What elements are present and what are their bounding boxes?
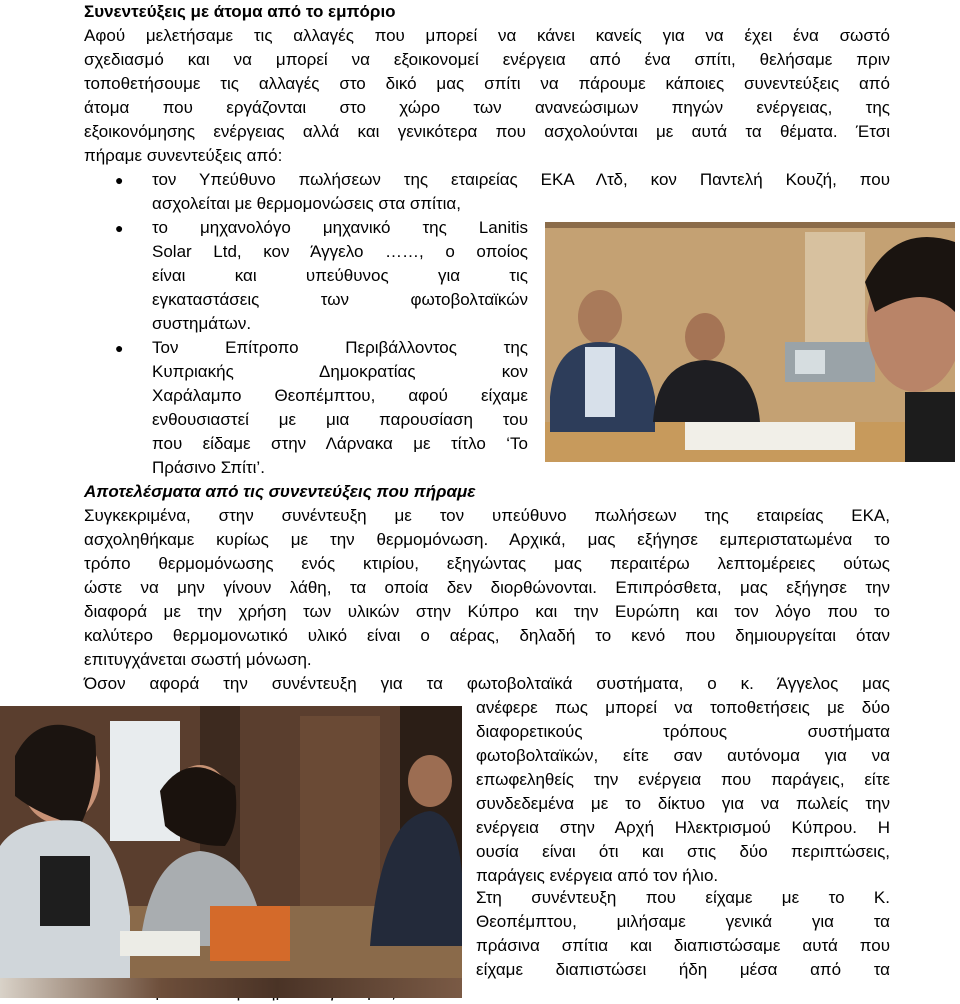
intro-line: πήραμε συνεντεύξεις από: xyxy=(84,146,283,165)
intro-line: Αφού μελετήσαμε τις αλλαγές που μπορεί να κάνει κανείς για να έχει ένα σωστό xyxy=(84,26,890,45)
section-title-results: Αποτελέσματα από τις συνεντεύξεις που πήραμε xyxy=(84,482,476,501)
body-line: διαφορά με την χρήση των υλικών στην Κύπρο και την Ευρώπη και τον λόγο που το xyxy=(84,602,890,621)
body-line: παράγεις ενέργεια από τον ήλιο. xyxy=(476,866,719,885)
bullet-text: Χαράλαμπο Θεοπέμπτου, αφού είχαμε xyxy=(152,386,528,405)
body-line: τρόπο θερμομόνωσης ενός κτιρίου, εξηγώντας μας περαιτέρω λεπτομέρειες ούτως xyxy=(84,554,890,573)
intro-line: εξοικονόμησης ενέργειας αλλά και γενικότερα που ασχολούνται με αυτά τα θέματα. Έτσι xyxy=(84,122,890,141)
bullet-icon: ● xyxy=(115,220,124,236)
body-line: συνδεδεμένα με το δίκτυο για να πωλείς την xyxy=(476,794,890,813)
section-title-interviews: Συνεντεύξεις με άτομα από το εμπόριο xyxy=(84,2,396,21)
bullet-text: είναι και υπεύθυνος για τις xyxy=(152,266,528,285)
bullet-text: ασχολείται με θερμομονώσεις στα σπίτια, xyxy=(152,194,461,213)
body-line: Θεοπέμπτου, μιλήσαμε γενικά για τα xyxy=(476,912,890,931)
body-line: Όσον αφορά την συνέντευξη για τα φωτοβολταϊκά συστήματα, ο κ. Άγγελος μας xyxy=(84,674,890,693)
bullet-icon: ● xyxy=(115,340,124,356)
body-line: ενέργεια στην Αρχή Ηλεκτρισμού Κύπρου. Η xyxy=(476,818,890,837)
bullet-text: Solar Ltd, κον Άγγελο ……, ο οποίος xyxy=(152,242,528,261)
bullet-text: που είδαμε στην Λάρνακα με τίτλο ‘Το xyxy=(152,434,528,453)
body-line: ανέφερε πως μπορεί να τοποθετήσεις με δύο xyxy=(476,698,890,717)
interview-photo-office xyxy=(545,222,955,462)
body-line: επωφεληθείς την ενέργεια που παράγεις, είτε xyxy=(476,770,890,789)
interview-photo-home xyxy=(0,706,462,998)
body-line: ασχοληθήκαμε κυρίως με την θερμομόνωση. Αρχικά, μας εξήγησε εμπεριστατωμένα το xyxy=(84,530,890,549)
bullet-text: συστημάτων. xyxy=(152,314,252,333)
body-line: ουσία είναι ότι και στις δύο περιπτώσεις, xyxy=(476,842,890,861)
body-line: πράσινα σπίτια και διαπιστώσαμε αυτά που xyxy=(476,936,890,955)
bullet-icon: ● xyxy=(115,172,124,188)
body-line: καλύτερο θερμομονωτικό υλικό είναι ο αέρας, δηλαδή το κενό που δημιουργείται όταν xyxy=(84,626,890,645)
intro-line: τοποθετήσουμε τις αλλαγές στο δικό μας σπίτι να πάρουμε κάποιες συνεντεύξεις από xyxy=(84,74,890,93)
body-line: φωτοβολταϊκών, είτε σαν αυτόνομα για να xyxy=(476,746,890,765)
body-line: ώστε να μην γίνουν λάθη, τα οποία δεν διορθώνονται. Επιπρόσθετα, μας εξήγησε την xyxy=(84,578,890,597)
bullet-text: εγκαταστάσεις των φωτοβολταϊκών xyxy=(152,290,528,309)
bullet-text: Κυπριακής Δημοκρατίας κον xyxy=(152,362,528,381)
bullet-text: ενθουσιαστεί με μια παρουσίαση του xyxy=(152,410,528,429)
intro-line: σχεδιασμό και να μπορεί να εξοικονομεί ενέργεια από ένα σπίτι, θελήσαμε πριν xyxy=(84,50,890,69)
bullet-text: το μηχανολόγο μηχανικό της Lanitis xyxy=(152,218,528,237)
bullet-text: Τον Επίτροπο Περιβάλλοντος της xyxy=(152,338,528,357)
body-line: επιτυγχάνεται σωστή μόνωση. xyxy=(84,650,312,669)
body-line: Στη συνέντευξη που είχαμε με το Κ. xyxy=(476,888,890,907)
bullet-text: τον Υπεύθυνο πωλήσεων της εταιρείας ΕΚΑ Λτδ, κον Παντελή Κουζή, που xyxy=(152,170,890,189)
bullet-text: Πράσινο Σπίτι’. xyxy=(152,458,265,477)
interview-photo-office-image xyxy=(545,222,955,462)
intro-line: άτομα που εργάζονται στο χώρο των ανανεώσιμων πηγών ενέργειας, της xyxy=(84,98,890,117)
body-line: είχαμε διαπιστώσει ήδη μέσα από τα xyxy=(476,960,890,979)
body-line: διαφορετικούς τρόπους συστήματα xyxy=(476,722,890,741)
body-line: Συγκεκριμένα, στην συνέντευξη με τον υπεύθυνο πωλήσεων της εταιρείας ΕΚΑ, xyxy=(84,506,890,525)
interview-photo-home-image xyxy=(0,706,462,978)
